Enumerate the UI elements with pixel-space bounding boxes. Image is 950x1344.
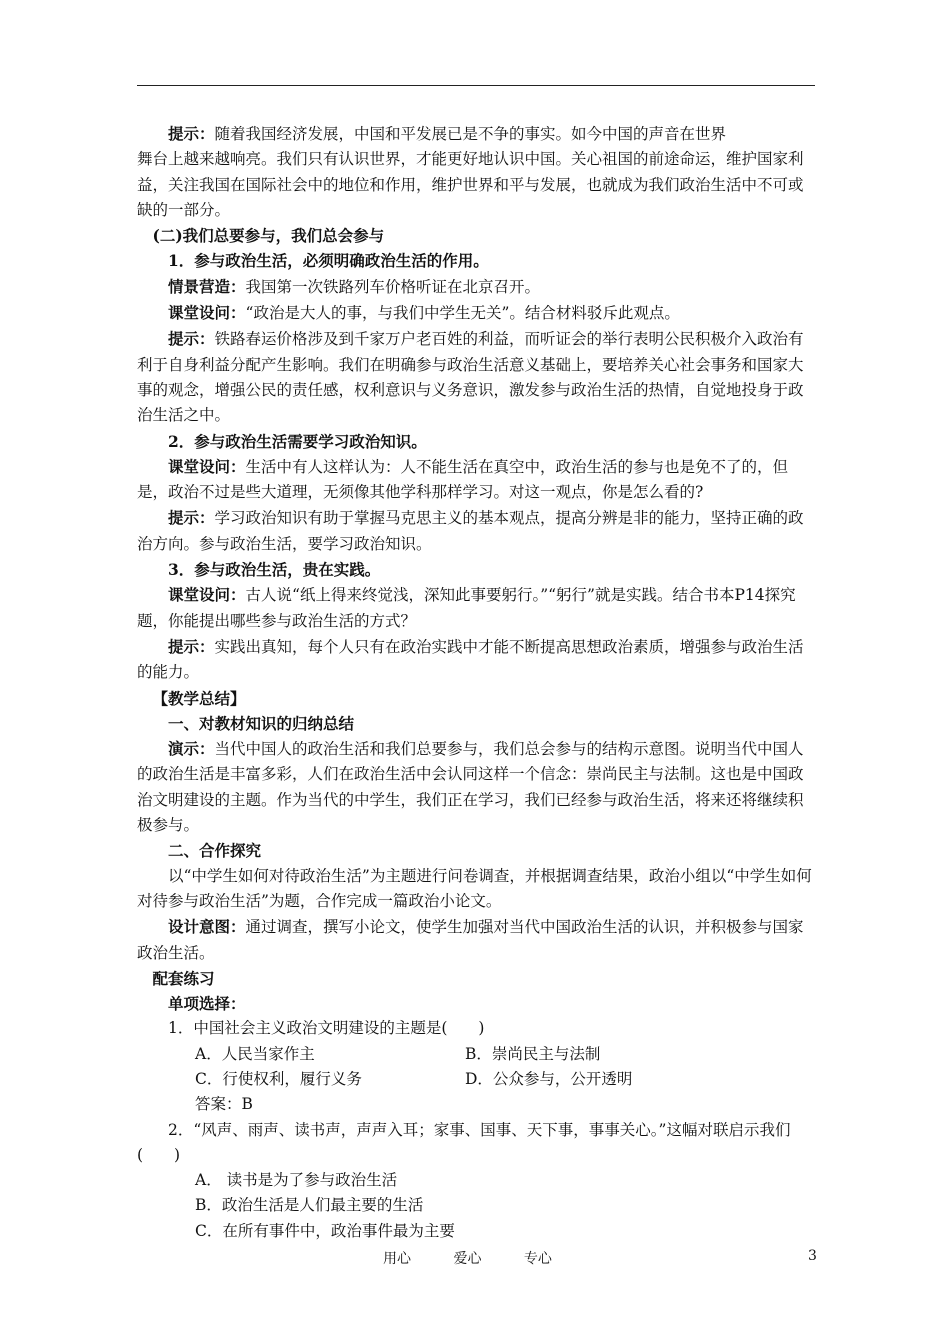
question-text: “政治是大人的事，与我们中学生无关”。结合材料驳斥此观点。 (245, 304, 680, 323)
scenario-label: 情景营造： (168, 276, 246, 296)
question-paragraph-1 (137, 300, 815, 326)
question-2: 2．“风声、雨声、读书声，声声入耳；家事、国事、天下事，事事关心。”这幅对联启示我们( ) (137, 1120, 791, 1164)
q2-option-b: B．政治生活是人们最主要的生活 (195, 1196, 424, 1215)
hint-paragraph-3 (137, 505, 815, 557)
footer-mottos (383, 1248, 590, 1268)
question-paragraph-2 (137, 454, 815, 506)
subheading-2: 2．参与政治生活需要学习政治知识。 (168, 431, 427, 451)
practice-heading: 配套练习 (152, 968, 215, 988)
option-a: A．人民当家作主 (195, 1044, 315, 1063)
footer-motto-2: 爱心 (453, 1251, 482, 1267)
summary-subheading-1: 一、对教材知识的归纳总结 (168, 713, 355, 733)
scenario-paragraph (137, 274, 815, 300)
hint-label: 提示： (168, 508, 215, 528)
hint-text: 实践出真知，每个人只有在政治实践中才能不断提高思想政治素质，增强参与政治生活的能力。 (137, 637, 804, 682)
hint-paragraph-2 (137, 326, 815, 428)
footer-motto-3: 专心 (523, 1251, 552, 1267)
summary-heading: 【教学总结】 (152, 688, 246, 708)
hint-text: 铁路春运价格涉及到千家万户老百姓的利益，而听证会的举行表明公民积极介入政治有利于自身利益分配产生影响。我们在明确参与政治生活意义基础上，要培养关心社会事务和国家大事的观念，增强公民的责任感，权利意识与义务意识，激发参与政治生活的热情，自觉地投身于政治生活之中。 (137, 330, 804, 425)
answer-1: 答案：B (195, 1095, 253, 1114)
hint-text: 随着我国经济发展，中国和平发展已是不争的事实。如今中国的声音在世界 (214, 125, 727, 143)
subheading-3: 3．参与政治生活，贵在实践。 (168, 560, 381, 580)
option-c: C．行使权利，履行义务 (195, 1069, 362, 1088)
option-b: B．崇尚民主与法制 (465, 1044, 601, 1063)
demo-text: 当代中国人的政治生活和我们总要参与，我们总会参与的结构示意图。说明当代中国人的政治生活是丰富多彩，人们在政治生活中会认同这样一个信念：崇尚民主与法制。这也是中国政治文明建设的主题。作为当代的中学生，我们正在学习，我们已经参与政治生活，将来还将继续积极参与。 (137, 740, 804, 835)
question-paragraph-3 (137, 582, 815, 634)
question-text: 生活中有人这样认为：人不能生活在真空中，政治生活的参与也是免不了的，但是，政治不过是些大道理，无须像其他学科那样学习。对这一观点，你是怎么看的? (137, 457, 789, 502)
document-body (137, 121, 815, 1244)
hint-text-cont: 舞台上越来越响亮。我们只有认识世界，才能更好地认识中国。关心祖国的前途命运，维护国家利益，关注我国在国际社会中的地位和作用，维护世界和平与发展，也就成为我们政治生活中不可或缺的一部分。 (137, 150, 804, 219)
footer-motto-1: 用心 (383, 1251, 411, 1267)
hint-paragraph-4 (137, 634, 815, 686)
hint-text: 学习政治知识有助于掌握马克思主义的基本观点，提高分辨是非的能力，坚持正确的政治方向。参与政治生活，要学习政治知识。 (137, 509, 804, 553)
coop-paragraph: 以“中学生如何对待政治生活”为主题进行问卷调查，并根据调查结果，政治小组以“中学生如何对待参与政治生活”为题，合作完成一篇政治小论文。 (137, 866, 812, 910)
options-row-1 (137, 1042, 815, 1067)
hint-label: 提示： (168, 329, 215, 349)
hint-paragraph-1 (137, 121, 815, 147)
hint-label: 提示： (168, 636, 215, 656)
design-paragraph (137, 914, 815, 966)
question-1: 1．中国社会主义政治文明建设的主题是( ) (168, 1019, 485, 1038)
option-d: D．公众参与，公开透明 (465, 1069, 633, 1088)
summary-subheading-2: 二、合作探究 (168, 841, 262, 861)
design-label: 设计意图： (168, 917, 246, 937)
options-row-2 (137, 1067, 815, 1092)
question-label: 课堂设问： (168, 456, 246, 476)
hint-label: 提示： (168, 124, 215, 143)
question-label: 课堂设问： (168, 303, 246, 323)
scenario-text: 我国第一次铁路列车价格听证在北京召开。 (245, 277, 541, 296)
page-number: 3 (808, 1248, 817, 1264)
q2-option-a: A． 读书是为了参与政治生活 (195, 1171, 398, 1190)
subheading-1: 1．参与政治生活，必须明确政治生活的作用。 (168, 251, 489, 271)
question-label: 课堂设问： (168, 585, 246, 605)
design-text: 通过调查，撰写小论文，使学生加强对当代中国政治生活的认识，并积极参与国家政治生活。 (137, 918, 804, 962)
section-heading-2: (二)我们总要参与，我们总会参与 (152, 226, 385, 246)
demo-label: 演示： (168, 739, 215, 759)
question-text: 古人说“纸上得来终觉浅，深知此事要躬行。”“躬行”就是实践。结合书本P14探究题，你能提出哪些参与政治生活的方式？ (137, 586, 796, 630)
single-choice-heading: 单项选择： (168, 994, 246, 1014)
header-rule (137, 85, 815, 86)
demo-paragraph (137, 736, 815, 838)
q2-option-c: C．在所有事件中，政治事件最为主要 (195, 1221, 455, 1240)
